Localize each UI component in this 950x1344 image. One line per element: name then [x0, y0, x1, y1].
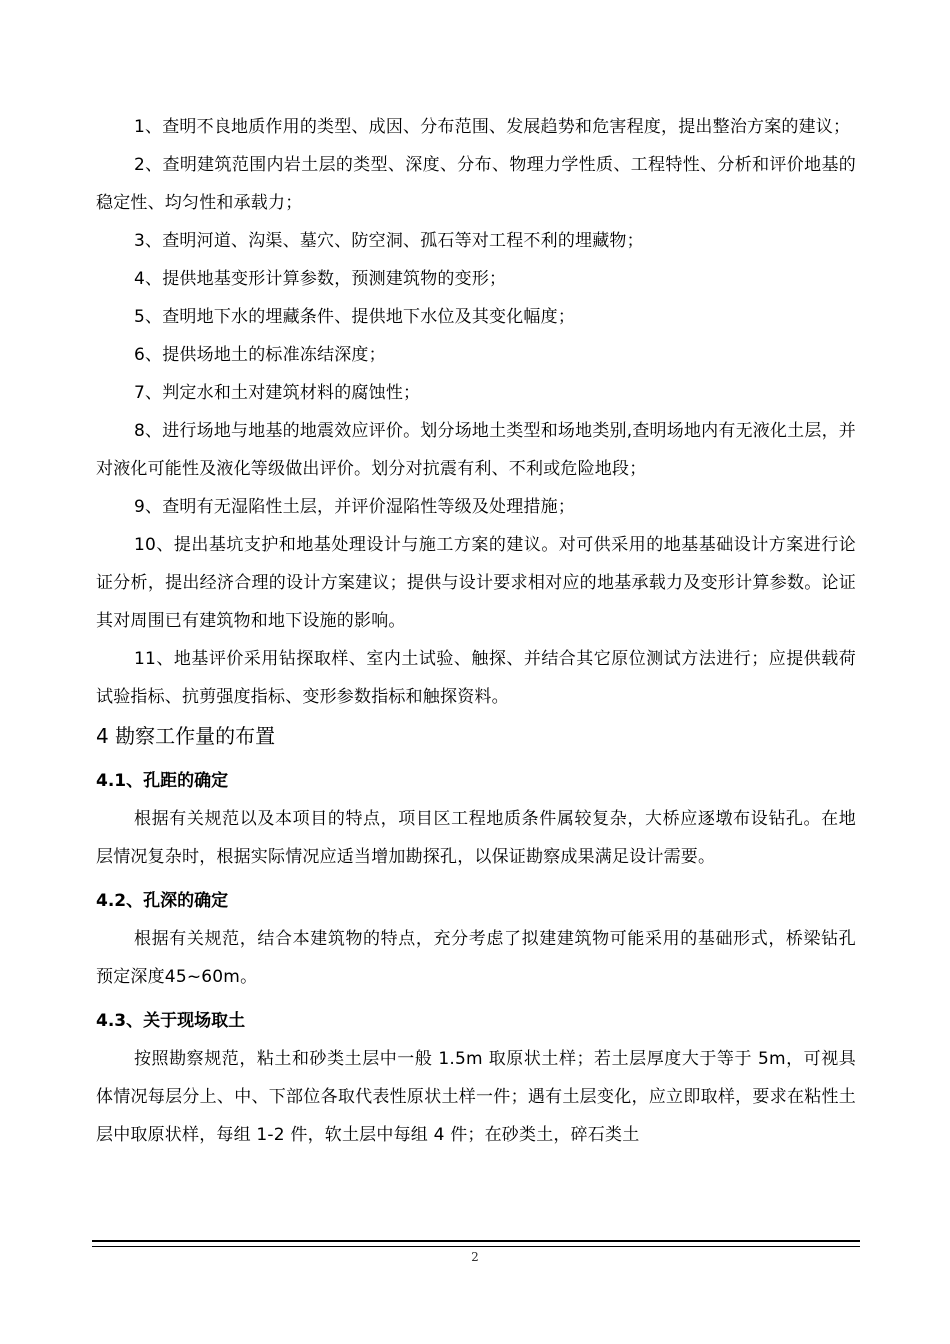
- subsection-4-2-title: 4.2、孔深的确定: [96, 891, 229, 911]
- list-item-1: 1、查明不良地质作用的类型、成因、分布范围、发展趋势和危害程度，提出整治方案的建议；: [134, 117, 851, 137]
- subsection-4-2-text: 根据有关规范，结合本建筑物的特点，充分考虑了拟建建筑物可能采用的基础形式，桥梁钻孔预定深度45~60m。: [96, 929, 856, 987]
- list-item-4: 4、提供地基变形计算参数，预测建筑物的变形；: [134, 269, 507, 289]
- list-item-7: 7、判定水和土对建筑材料的腐蚀性；: [134, 383, 421, 403]
- footer-divider: [92, 1240, 860, 1247]
- section-4-title: 4 勘察工作量的布置: [96, 724, 276, 748]
- list-item-3: 3、查明河道、沟渠、墓穴、防空洞、孤石等对工程不利的埋藏物；: [134, 231, 644, 251]
- list-item-9: 9、查明有无湿陷性土层，并评价湿陷性等级及处理措施；: [134, 497, 576, 517]
- subsection-4-3-title: 4.3、关于现场取土: [96, 1011, 246, 1031]
- list-item-11: 11、地基评价采用钻探取样、室内土试验、触探、并结合其它原位测试方法进行；应提供载荷试验指标、抗剪强度指标、变形参数指标和触探资料。: [96, 649, 856, 707]
- list-item-2: 2、查明建筑范围内岩土层的类型、深度、分布、物理力学性质、工程特性、分析和评价地基的稳定性、均匀性和承载力；: [96, 155, 856, 213]
- list-item-5: 5、查明地下水的埋藏条件、提供地下水位及其变化幅度；: [134, 307, 576, 327]
- page-number: 2: [471, 1250, 479, 1264]
- list-item-8: 8、进行场地与地基的地震效应评价。划分场地土类型和场地类别,查明场地内有无液化土层，并对液化可能性及液化等级做出评价。划分对抗震有利、不利或危险地段；: [96, 421, 856, 479]
- document-body: [96, 108, 856, 1154]
- list-item-6: 6、提供场地土的标准冻结深度；: [134, 345, 386, 365]
- subsection-4-3-text: 按照勘察规范，粘土和砂类土层中一般 1.5m 取原状土样；若土层厚度大于等于 5m，可视具体情况每层分上、中、下部位各取代表性原状土样一件；遇有土层变化，应立即取样，要求在粘性土层中取原状样，每组 1-2 件，软土层中每组 4 件；在砂类土，碎石类土: [96, 1049, 856, 1145]
- subsection-4-1-title: 4.1、孔距的确定: [96, 771, 229, 791]
- subsection-4-1-text: 根据有关规范以及本项目的特点，项目区工程地质条件属较复杂，大桥应逐墩布设钻孔。在地层情况复杂时，根据实际情况应适当增加勘探孔，以保证勘察成果满足设计需要。: [96, 809, 856, 867]
- list-item-10: 10、提出基坑支护和地基处理设计与施工方案的建议。对可供采用的地基基础设计方案进行论证分析，提出经济合理的设计方案建议；提供与设计要求相对应的地基承载力及变形计算参数。论证其对周围已有建筑物和地下设施的影响。: [96, 535, 856, 631]
